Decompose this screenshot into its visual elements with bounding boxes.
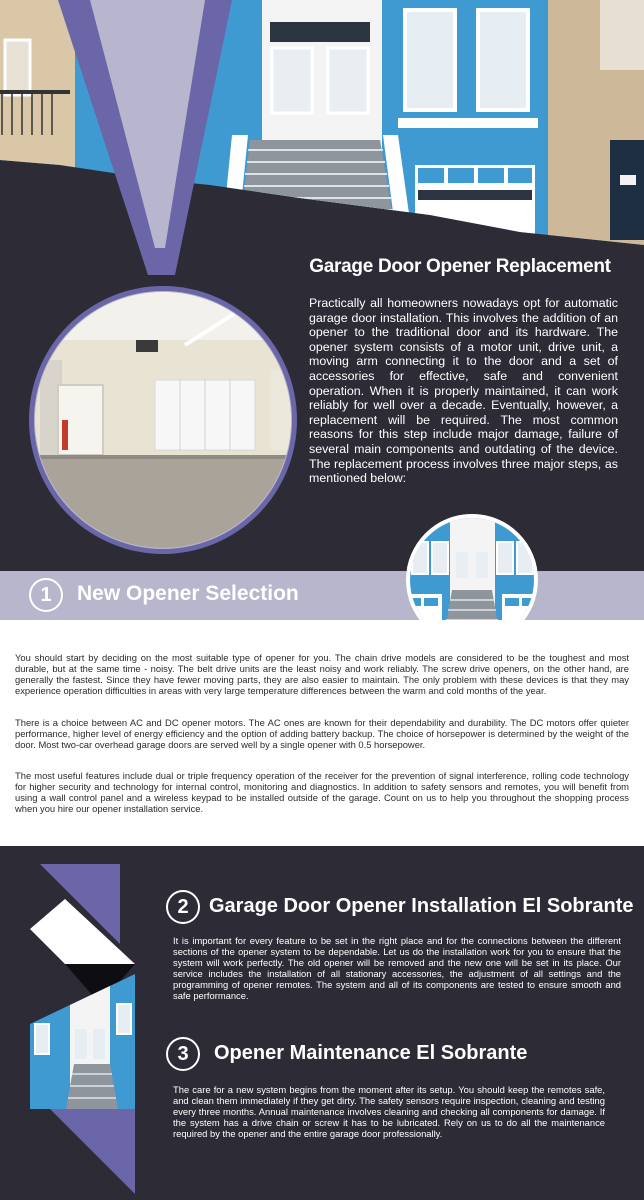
section-1-title: New Opener Selection: [77, 582, 299, 605]
lower-section: [0, 846, 644, 1200]
hero-section: [0, 0, 644, 570]
section-2-title: Garage Door Opener Installation El Sobrante: [209, 895, 634, 917]
section-1-paragraph-1: You should start by deciding on the most suitable type of opener for you. The chain drive models are considered to be the toughest and most durable, but at the same time - noisy. The belt drive units are the least noisy and work reliably. The screw drive openers, on the other hand, are generally the fastest. Since they have fewer moving parts, they are also easier to maintain. The only problem with these devices is that they may experience operation difficulties in areas with very large temperature differences between the warm and cold months of the year.: [15, 652, 629, 696]
section-3-paragraph: The care for a new system begins from the moment after its setup. You should keep the remotes safe, and clean them immediately if they get dirty. The safety sensors require inspection, cleaning and testing every three months. Annual maintenance involves cleaning and checking all components for damage. If the system has a drive chain or screw it has to be lubricated. Rely on us to do all the maintenance required by the opener and the entire garage door professionally.: [173, 1084, 605, 1139]
triangle-decoration: [30, 864, 145, 1194]
section-1-paragraph-2: There is a choice between AC and DC opener motors. The AC ones are known for their dependability and durability. The DC motors offer quieter performance, higher level of energy efficiency and the option of adding battery backup. The choice of horsepower is determined by the weight of the door. Most two-car overhead garage doors are served well by a single opener with 0.5 horsepower.: [15, 717, 629, 750]
section-1-body: [0, 620, 644, 846]
section-3-number: 3: [166, 1037, 200, 1071]
page-title: Garage Door Opener Replacement: [309, 256, 611, 277]
section-3-title: Opener Maintenance El Sobrante: [214, 1042, 528, 1064]
section-1-paragraph-3: The most useful features include dual or triple frequency operation of the receiver for the prevention of signal interference, rolling code technology for higher security and technology for internal control, monitoring and diagnostics. In addition to safety sensors and remotes, you will benefit from using a wall control panel and a wireless keypad to be installed outside of the garage. Count on us to help you throughout the shopping process when you hire our opener installation service.: [15, 770, 629, 814]
section-2-paragraph: It is important for every feature to be set in the right place and for the connections between the different sections of the opener system to be dependable. Let us do the installation work for you to ensure that the system will work perfectly. The old opener will be removed and the new one will be set in its place. Our service includes the installation of all stationary accessories, the adjustment of all settings and the programming of opener remotes. The system and all of its components are tested to ensure smooth and safe performance.: [173, 935, 621, 1001]
section-2-number: 2: [166, 890, 200, 924]
section-1-number: 1: [29, 578, 63, 612]
intro-paragraph: Practically all homeowners nowadays opt for automatic garage door installation. This involves the addition of an opener to the traditional door and its hardware. The opener system consists of a motor unit, drive unit, a moving arm connecting it to the door and a set of accessories for effective, safe and convenient operation. When it is properly maintained, it can work reliably for well over a decade. Eventually, however, a replacement will be required. The most common reasons for this step include major damage, failure of several main components and outdating of the device. The replacement process involves three major steps, as mentioned below:: [309, 296, 618, 486]
